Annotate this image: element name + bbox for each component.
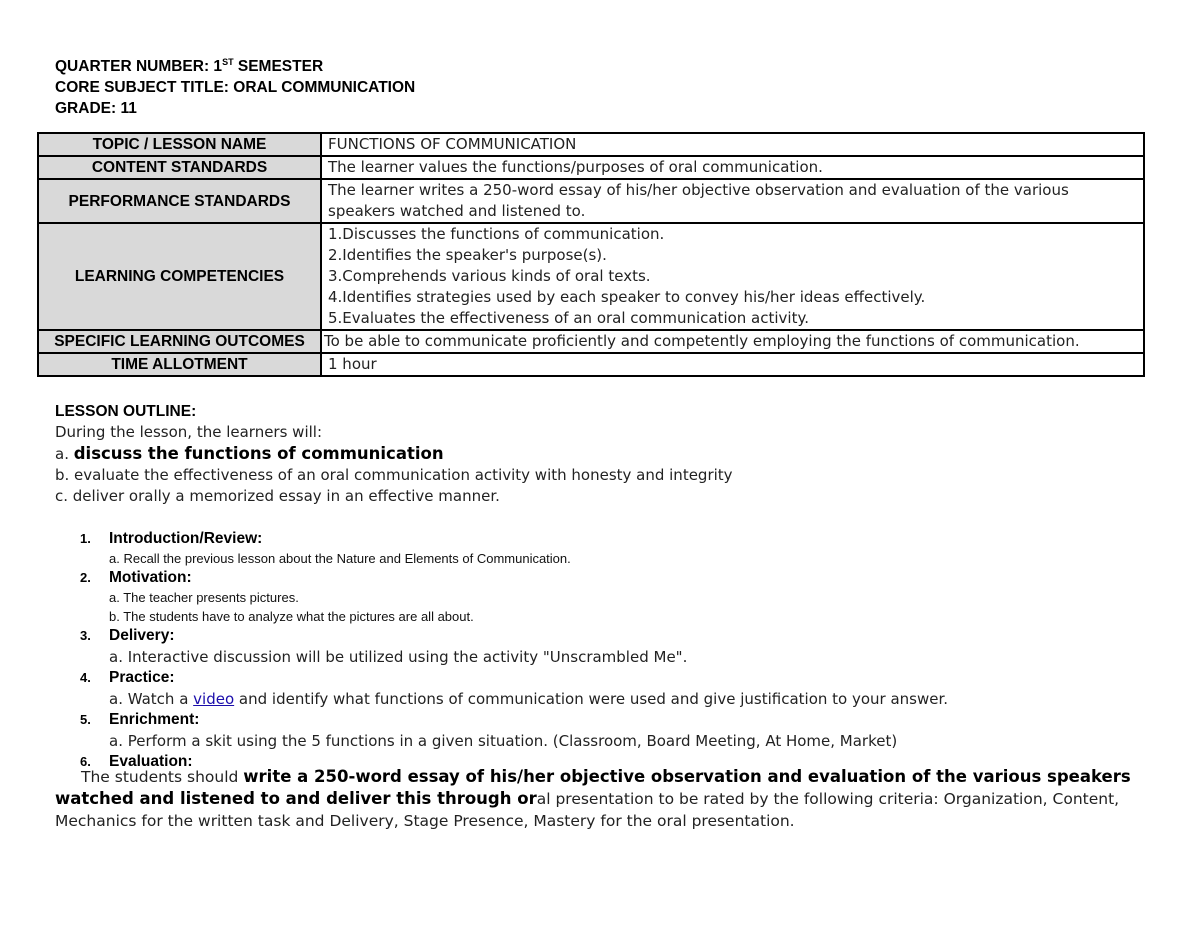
step-title: Evaluation: <box>109 753 193 770</box>
step-title: Introduction/Review: <box>109 530 263 547</box>
evaluation-text-post: al presentation to be rated by the following criteria: Organization, Content, Mechanics for the written task and Delivery, Stage Presence, Mastery for the oral presentation. <box>55 790 1120 830</box>
step-number: 4. <box>80 670 91 685</box>
list-item: 2.Identifies the speaker's purpose(s). <box>328 246 607 264</box>
outline-title: LESSON OUTLINE: <box>55 403 197 420</box>
outline-intro: During the lesson, the learners will: <box>55 423 323 441</box>
specific-outcomes-value: To be able to communicate proficiently and competently employing the functions of communication. <box>321 330 1144 353</box>
practice-text-pre: a. Watch a <box>109 690 194 708</box>
step-number: 3. <box>80 628 91 643</box>
topic-label: TOPIC / LESSON NAME <box>38 133 321 156</box>
time-allotment-label: TIME ALLOTMENT <box>38 353 321 376</box>
quarter-rest: SEMESTER <box>233 58 324 75</box>
step-motivation-b: b. The students have to analyze what the pictures are all about. <box>109 609 474 624</box>
table-row <box>38 133 1144 156</box>
table-row <box>38 156 1144 179</box>
table-row <box>38 353 1144 376</box>
video-link[interactable]: video <box>193 690 235 708</box>
step-practice-a <box>109 688 1150 710</box>
step-enrichment-a: a. Perform a skit using the 5 functions in a given situation. (Classroom, Board Meeting, At Home, Market) <box>109 732 898 750</box>
content-standards-label: CONTENT STANDARDS <box>38 156 321 179</box>
time-allotment-value: 1 hour <box>321 353 1144 376</box>
practice-text-post: and identify what functions of communication were used and give justification to your answer. <box>234 690 949 708</box>
document-header <box>55 56 415 119</box>
step-delivery <box>80 626 1150 646</box>
outline-item-a <box>55 443 1145 465</box>
step-title: Delivery: <box>109 627 175 644</box>
list-item: 1.Discusses the functions of communication. <box>328 225 665 243</box>
outline-item-b: b. evaluate the effectiveness of an oral communication activity with honesty and integrity <box>55 466 733 484</box>
lesson-info-table <box>37 132 1145 377</box>
step-delivery-a: a. Interactive discussion will be utilized using the activity "Unscrambled Me". <box>109 648 688 666</box>
step-title: Practice: <box>109 669 175 686</box>
topic-value: FUNCTIONS OF COMMUNICATION <box>321 133 1144 156</box>
table-row <box>38 179 1144 223</box>
step-introduction <box>80 529 1150 549</box>
specific-outcomes-label: SPECIFIC LEARNING OUTCOMES <box>38 330 321 353</box>
step-enrichment <box>80 710 1150 730</box>
lesson-outline <box>55 402 1145 507</box>
lesson-steps <box>80 529 1150 772</box>
step-number: 5. <box>80 712 91 727</box>
competencies-list <box>328 224 1137 329</box>
list-item: 5.Evaluates the effectiveness of an oral communication activity. <box>328 309 809 327</box>
content-standards-value: The learner values the functions/purposes of oral communication. <box>321 156 1144 179</box>
step-title: Enrichment: <box>109 711 200 728</box>
performance-standards-label: PERFORMANCE STANDARDS <box>38 179 321 223</box>
step-practice <box>80 668 1150 688</box>
table-row <box>38 330 1144 353</box>
step-number: 1. <box>80 531 91 546</box>
performance-standards-value: The learner writes a 250-word essay of his/her objective observation and evaluation of the various speakers watched and listened to. <box>321 179 1144 223</box>
learning-competencies-value <box>321 223 1144 330</box>
outline-item-a-prefix: a. <box>55 445 74 463</box>
table-row <box>38 223 1144 330</box>
list-item: 3.Comprehends various kinds of oral texts. <box>328 267 651 285</box>
step-motivation-a: a. The teacher presents pictures. <box>109 590 299 605</box>
evaluation-text-pre: The students should <box>81 768 244 786</box>
evaluation-paragraph <box>55 766 1145 832</box>
step-introduction-a: a. Recall the previous lesson about the Nature and Elements of Communication. <box>109 551 571 566</box>
learning-competencies-label: LEARNING COMPETENCIES <box>38 223 321 330</box>
core-subject-title: CORE SUBJECT TITLE: ORAL COMMUNICATION <box>55 79 416 96</box>
quarter-superscript: ST <box>222 57 234 67</box>
grade-level: GRADE: 11 <box>55 100 137 117</box>
step-number: 2. <box>80 570 91 585</box>
step-number: 6. <box>80 754 91 769</box>
quarter-label: QUARTER NUMBER: 1 <box>55 58 223 75</box>
outline-item-c: c. deliver orally a memorized essay in an effective manner. <box>55 487 500 505</box>
list-item: 4.Identifies strategies used by each speaker to convey his/her ideas effectively. <box>328 288 926 306</box>
step-motivation <box>80 568 1150 588</box>
step-title: Motivation: <box>109 569 192 586</box>
outline-item-a-text: discuss the functions of communication <box>73 444 444 463</box>
evaluation-text-bold: write a 250-word essay of his/her objective observation and evaluation of the various speakers watched and listened to and deliver this through or <box>55 767 1131 808</box>
quarter-number <box>55 56 415 77</box>
